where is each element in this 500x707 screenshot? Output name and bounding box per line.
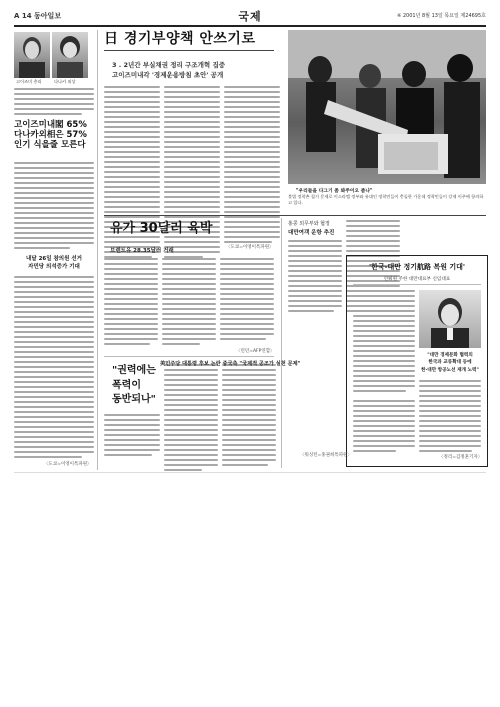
pullquote-line: "권력에는 bbox=[112, 365, 156, 376]
body-text bbox=[222, 364, 276, 469]
pullquote-line: 폭력이 bbox=[112, 379, 141, 391]
byline: 〈정리=김정훈기자〉 bbox=[439, 455, 483, 460]
koizumi-photo bbox=[14, 32, 50, 78]
photo-caption: 고이즈미 총리 bbox=[16, 79, 42, 84]
portrait-icon bbox=[419, 290, 481, 348]
body-text bbox=[419, 380, 481, 455]
section-rule bbox=[104, 215, 486, 216]
date-line: ※ 2001년 8월 13일 목요일 제24695호 bbox=[397, 13, 486, 19]
byline: 〈도쿄=이영이특파원〉 bbox=[44, 462, 92, 467]
body-text bbox=[353, 290, 415, 395]
body-text bbox=[104, 414, 160, 459]
quote-line: "대만 경제문화 협력의 bbox=[427, 353, 473, 358]
photo-caption: 다나카 외상 bbox=[54, 79, 76, 84]
subhead-line: 고이즈미내각 '경제운용방침 초안' 공개 bbox=[112, 71, 224, 80]
crowd-photo-icon bbox=[288, 30, 486, 184]
subhead-line: 자민당 의석증가 기대 bbox=[28, 264, 80, 271]
quote-line: 한·대만 항공노선 재개 노력" bbox=[421, 367, 479, 373]
interview-box bbox=[346, 255, 488, 467]
body-text bbox=[14, 162, 94, 252]
headline-line: 고이즈미내閣 65% bbox=[14, 120, 87, 130]
headline-rule bbox=[104, 50, 274, 51]
headline-line: 인기 식을줄 모른다 bbox=[14, 139, 86, 150]
body-text bbox=[104, 258, 158, 348]
header-rule bbox=[14, 25, 486, 27]
interview-headline: '한국-대만 정기航路 복원 기대' bbox=[368, 263, 466, 271]
portrait-icon bbox=[52, 32, 88, 78]
byline: 〈런던=AFP연합〉 bbox=[236, 349, 275, 354]
divider bbox=[353, 284, 481, 285]
main-photo bbox=[288, 30, 486, 184]
body-text bbox=[14, 88, 94, 118]
column-divider bbox=[97, 30, 98, 470]
quote-line: 한국과 교류확대 등에 bbox=[428, 360, 472, 366]
body-text bbox=[162, 258, 216, 348]
page-label: A 14 동아일보 bbox=[14, 12, 62, 20]
left-headline bbox=[14, 121, 98, 150]
main-subheads bbox=[112, 60, 272, 80]
body-text bbox=[14, 276, 94, 461]
oil-subhead: 브렌트유 28.35달러 거래 bbox=[110, 248, 174, 254]
left-subhead bbox=[14, 255, 94, 272]
subhead-line: 3 . 2년간 부실채권 정리 구조개혁 집중 bbox=[112, 61, 225, 69]
mid-headline: 美민주당 대통령 후보 논란 중국측 "국제적 공조가 실천 문제" bbox=[160, 361, 301, 367]
photo-caption-title: "우리들을 다그기 좀 봐주이오 좀나" bbox=[296, 189, 373, 194]
tanaka-photo bbox=[52, 32, 88, 78]
byline: 〈도쿄=이영이특파원〉 bbox=[226, 245, 274, 250]
page-header bbox=[14, 8, 486, 24]
body-text bbox=[220, 258, 274, 343]
subhead-line: 내달 26일 참의원 선거 bbox=[26, 256, 82, 262]
interviewee-photo bbox=[419, 290, 481, 348]
byline: 〈워싱턴=홍권희특파원〉 bbox=[300, 453, 352, 458]
divider bbox=[104, 356, 274, 357]
main-headline: 日 경기부양책 안쓰기로 bbox=[104, 31, 256, 47]
pullquote-line: 동반되나" bbox=[112, 394, 156, 405]
photo-caption-body: 불법 정착촌 철거 문제로 이스라엘 정부와 유대인 정착민들이 충돌한 가운데 정착민들이 강제 이주에 항의하고 있다. bbox=[288, 194, 484, 205]
column-divider bbox=[281, 218, 282, 468]
interview-subhead: 린뤄원 주한 대만대표부 신임대표 bbox=[383, 277, 451, 282]
body-text bbox=[353, 400, 415, 455]
headline-line: 다나카외相은 57% bbox=[14, 129, 87, 140]
bottom-rule bbox=[14, 472, 486, 473]
pullquote bbox=[112, 364, 156, 408]
body-text bbox=[288, 240, 342, 315]
section-title: 국제 bbox=[238, 10, 262, 23]
body-text bbox=[164, 364, 218, 474]
small-headline: 대만여객 운항 추진 bbox=[288, 230, 335, 236]
kicker: 홍콩 외무부와 협정 bbox=[288, 221, 330, 227]
body-text bbox=[224, 86, 280, 246]
photo-quote bbox=[419, 352, 481, 374]
oil-headline: 유가 30달러 육박 bbox=[110, 221, 213, 236]
portrait-icon bbox=[14, 32, 50, 78]
